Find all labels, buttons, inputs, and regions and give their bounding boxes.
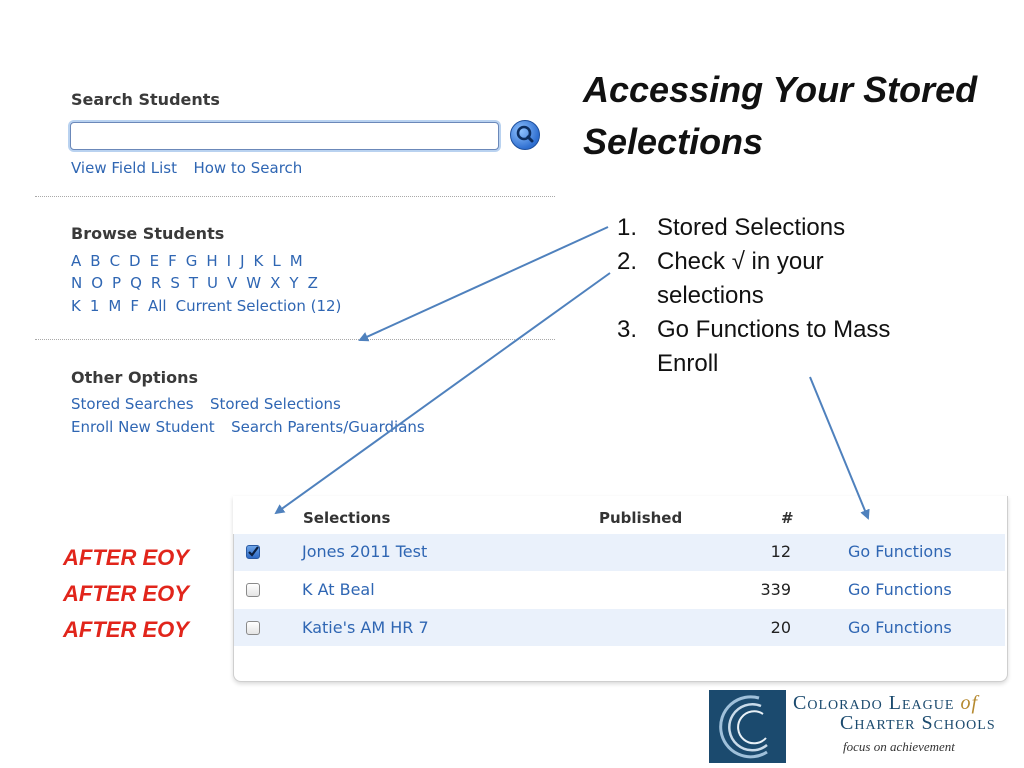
slide-title-line-2: Selections: [583, 121, 764, 162]
view-field-list-link[interactable]: View Field List: [71, 159, 177, 177]
browse-link[interactable]: F: [130, 297, 139, 315]
selection-name-link[interactable]: Jones 2011 Test: [302, 542, 428, 561]
step-text: Stored Selections: [657, 214, 846, 241]
selection-count: 339: [760, 580, 791, 599]
browse-link[interactable]: Y: [289, 274, 299, 292]
browse-link[interactable]: P: [112, 274, 122, 292]
browse-link[interactable]: J: [240, 252, 245, 270]
browse-link[interactable]: All: [147, 297, 167, 315]
browse-link[interactable]: T: [188, 274, 199, 292]
go-functions-link[interactable]: Go Functions: [848, 580, 952, 599]
browse-students-title: Browse Students: [71, 224, 225, 243]
how-to-search-link[interactable]: How to Search: [193, 159, 303, 177]
browse-link[interactable]: F: [168, 252, 177, 270]
browse-link[interactable]: L: [272, 252, 281, 270]
selection-name-link[interactable]: Katie's AM HR 7: [302, 618, 429, 637]
browse-link[interactable]: S: [170, 274, 180, 292]
slide-title-line-1: Accessing Your Stored: [583, 69, 978, 110]
browse-link[interactable]: Q: [130, 274, 142, 292]
browse-link[interactable]: U: [207, 274, 219, 292]
browse-link[interactable]: N: [71, 274, 83, 292]
selection-count: 20: [770, 618, 791, 637]
arrow-to-go-functions: [810, 377, 868, 518]
browse-link[interactable]: A: [71, 252, 82, 270]
arrow-to-checkbox: [276, 273, 610, 513]
logo-line-2: Charter Schools: [840, 712, 996, 734]
browse-link[interactable]: R: [150, 274, 162, 292]
browse-link[interactable]: C: [109, 252, 121, 270]
browse-link[interactable]: G: [185, 252, 198, 270]
browse-link[interactable]: B: [90, 252, 101, 270]
arrow-to-stored-selections: [360, 227, 608, 340]
browse-link[interactable]: K: [71, 297, 81, 315]
logo-line-1: Colorado League: [793, 692, 955, 714]
swirl-logo-icon: [709, 690, 786, 763]
go-functions-link[interactable]: Go Functions: [848, 542, 952, 561]
step-number: 3.: [617, 316, 638, 343]
browse-link[interactable]: Z: [307, 274, 318, 292]
other-options-title: Other Options: [71, 368, 199, 387]
browse-link[interactable]: K: [253, 252, 264, 270]
logo-of: of: [960, 692, 978, 714]
browse-link[interactable]: D: [129, 252, 141, 270]
browse-link[interactable]: M: [289, 252, 303, 270]
step-number: 2.: [617, 248, 638, 275]
after-eoy-label: AFTER EOY: [63, 617, 189, 642]
stored-selections-link[interactable]: Stored Selections: [209, 395, 341, 413]
go-functions-link[interactable]: Go Functions: [848, 618, 952, 637]
step-text: Go Functions to Mass Enroll: [657, 316, 891, 377]
selection-name-link[interactable]: K At Beal: [302, 580, 375, 599]
enroll-new-student-link[interactable]: Enroll New Student: [71, 418, 215, 436]
header-count: #: [781, 509, 794, 527]
browse-link[interactable]: O: [91, 274, 104, 292]
browse-link[interactable]: E: [149, 252, 160, 270]
league-logo-mark: [709, 690, 786, 763]
browse-link[interactable]: W: [246, 274, 262, 292]
after-eoy-label: AFTER EOY: [63, 545, 189, 570]
after-eoy-label: AFTER EOY: [63, 581, 189, 606]
logo-tagline: focus on achievement: [843, 739, 955, 754]
search-students-title: Search Students: [71, 90, 220, 109]
browse-link[interactable]: V: [227, 274, 238, 292]
browse-link[interactable]: M: [108, 297, 122, 315]
browse-link[interactable]: H: [206, 252, 218, 270]
browse-link[interactable]: X: [270, 274, 281, 292]
step-number: 1.: [617, 214, 638, 241]
search-parents-guardians-link[interactable]: Search Parents/Guardians: [231, 418, 425, 436]
browse-link[interactable]: 1: [89, 297, 100, 315]
header-selections: Selections: [303, 509, 391, 527]
browse-link[interactable]: Current Selection (12): [175, 297, 342, 315]
step-text: Check √ in your selections: [657, 248, 824, 309]
selection-count: 12: [770, 542, 791, 561]
browse-link[interactable]: I: [226, 252, 232, 270]
header-published: Published: [599, 509, 683, 527]
stored-searches-link[interactable]: Stored Searches: [71, 395, 194, 413]
